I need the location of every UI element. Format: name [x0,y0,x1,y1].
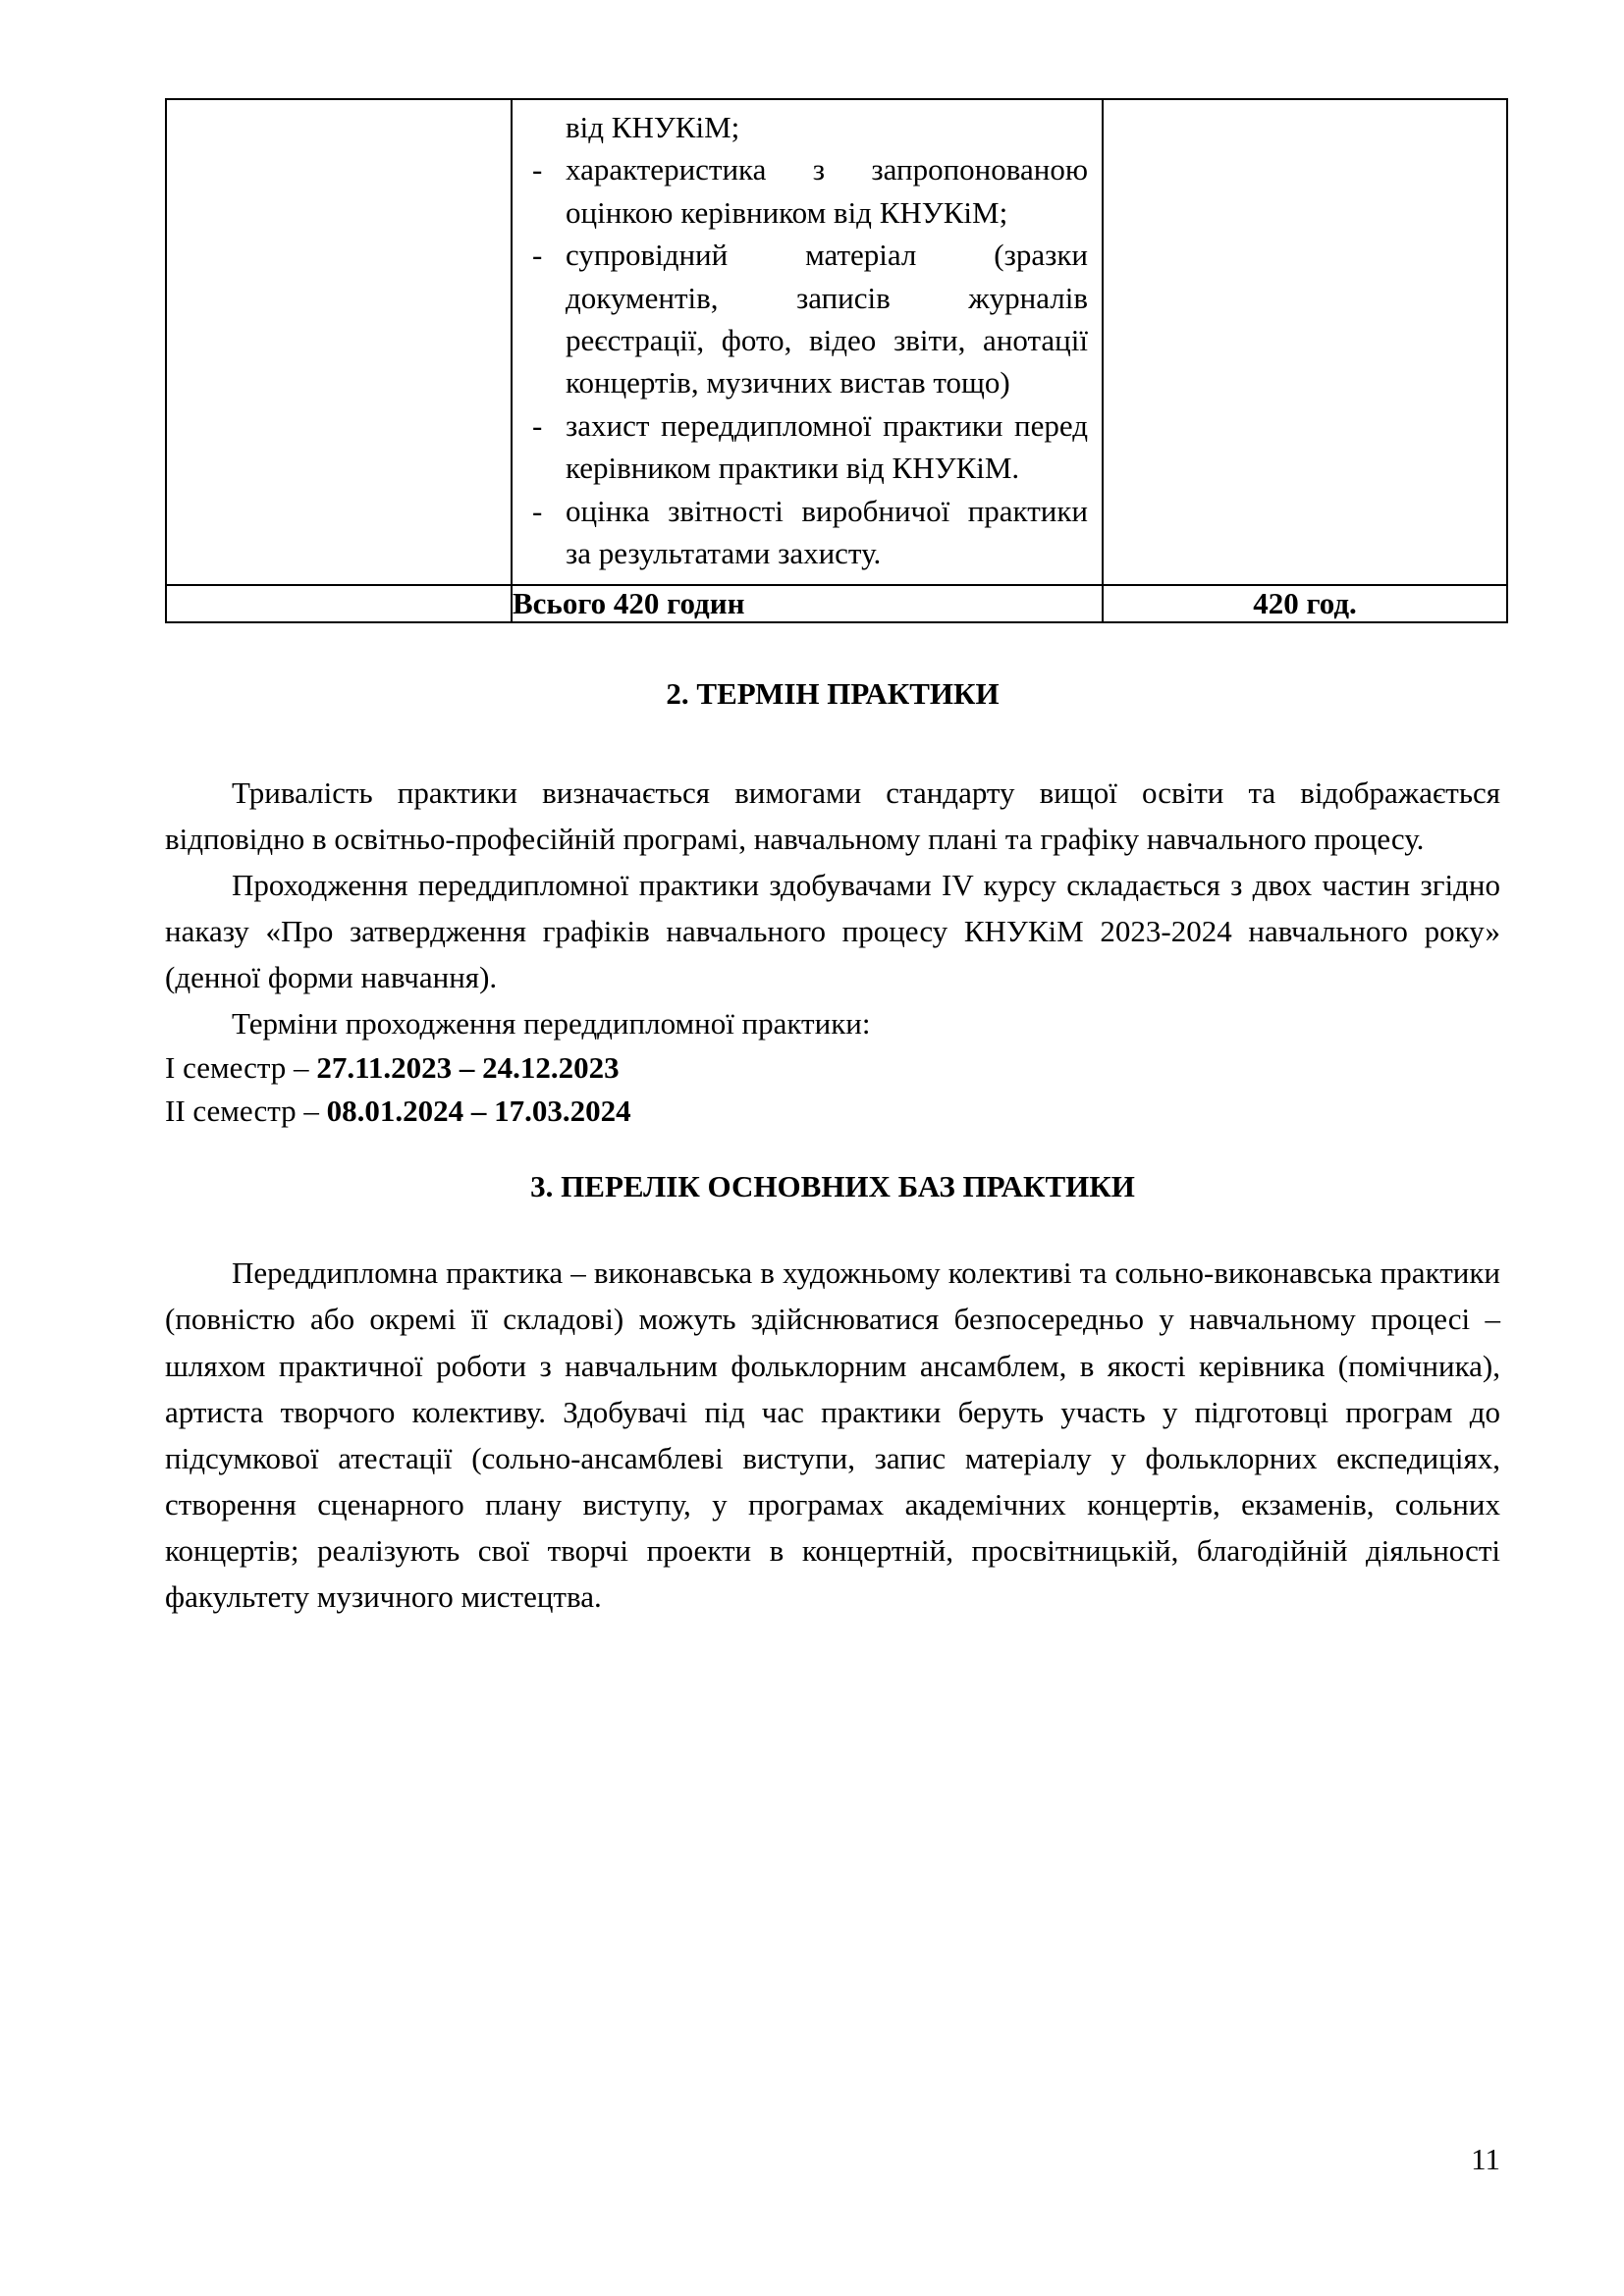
table-cell-body [513,100,1102,584]
table-cell-hours [1103,99,1507,585]
term-dates-1: 27.11.2023 – 24.12.2023 [316,1050,620,1086]
section-2-paragraph-2: Проходження переддипломної практики здобувачами ІV курсу складається з двох частин згідно наказу «Про затвердження графіків навчального процесу КНУКіМ 2023-2024 навчального року» (денної форми навчання). [165,867,1500,995]
list-item: - захист переддипломної практики перед керівником практики від КНУКіМ. [522,404,1088,490]
total-hours-value: 420 год. [1103,585,1507,622]
term-prefix-2: II семестр – [165,1093,327,1128]
term-line-semester-2 [165,1090,1500,1132]
spacer-after-section-2-heading [165,715,1500,770]
section-2-heading: 2. ТЕРМІН ПРАКТИКИ [666,676,1000,712]
table-cell-total-stage [166,585,512,622]
page-number: 11 [1471,2142,1500,2176]
table-cell-stage [166,99,512,585]
continued-lead-line: від КНУКіМ; [566,110,740,144]
term-line-semester-1 [165,1046,1500,1089]
list-item: - супровідний матеріал (зразки документів, записів журналів реєстрації, фото, відео звіти, анотації концертів, музичних вистав тощо) [522,234,1088,404]
list-item: - характеристика з запропонованою оцінкою керівником від КНУКіМ; [522,148,1088,234]
term-prefix-1: I семестр – [165,1050,317,1086]
section-3-heading: 3. ПЕРЕЛІК ОСНОВНИХ БАЗ ПРАКТИКИ [530,1169,1135,1204]
total-hours-label: Всього 420 годин [512,585,1103,622]
section-2-paragraph-1: Тривалість практики визначається вимогами стандарту вищої освіти та відображається відповідно в освітньо-професійній програмі, навчальному плані та графіку навчального процесу. [165,774,1500,856]
list-item: - оцінка звітності виробничої практики за результатами захисту. [522,490,1088,575]
spacer-after-section-3-heading [165,1206,1500,1250]
page-content [165,98,1500,1620]
section-3-paragraph-1: Переддипломна практика – виконавська в художньому колективі та сольно-виконавська практики (повністю або окремі її складові) можуть здійснюватися безпосередньо у навчальному процесі – шляхом практичної роботи з навчальним фольклорним ансамблем, в якості керівника (помічника), артиста творчого колективу. Здобувачі під час практики беруть участь у підготовці програм до підсумкової атестації (сольно-ансамблеві виступи, запис матеріалу у фольклорних експедиціях, створення сценарного плану виступу, у програмах академічних концертів, екзаменів, сольних концертів; реалізують свої творчі проекти в концертній, просвітницькій, благодійній діяльності факультету музичного мистецтва. [165,1255,1500,1615]
term-dates-2: 08.01.2024 – 17.03.2024 [326,1093,631,1128]
table-row [166,99,1507,585]
table-cell-content [512,99,1103,585]
spacer-after-table [165,623,1500,674]
section-2-paragraph-3: Терміни проходження переддипломної практики: [232,1006,871,1041]
practice-program-table [165,98,1508,623]
spacer-before-section-3-heading [165,1132,1500,1167]
table-row-total [166,585,1507,622]
content-bullet-list [522,148,1088,574]
